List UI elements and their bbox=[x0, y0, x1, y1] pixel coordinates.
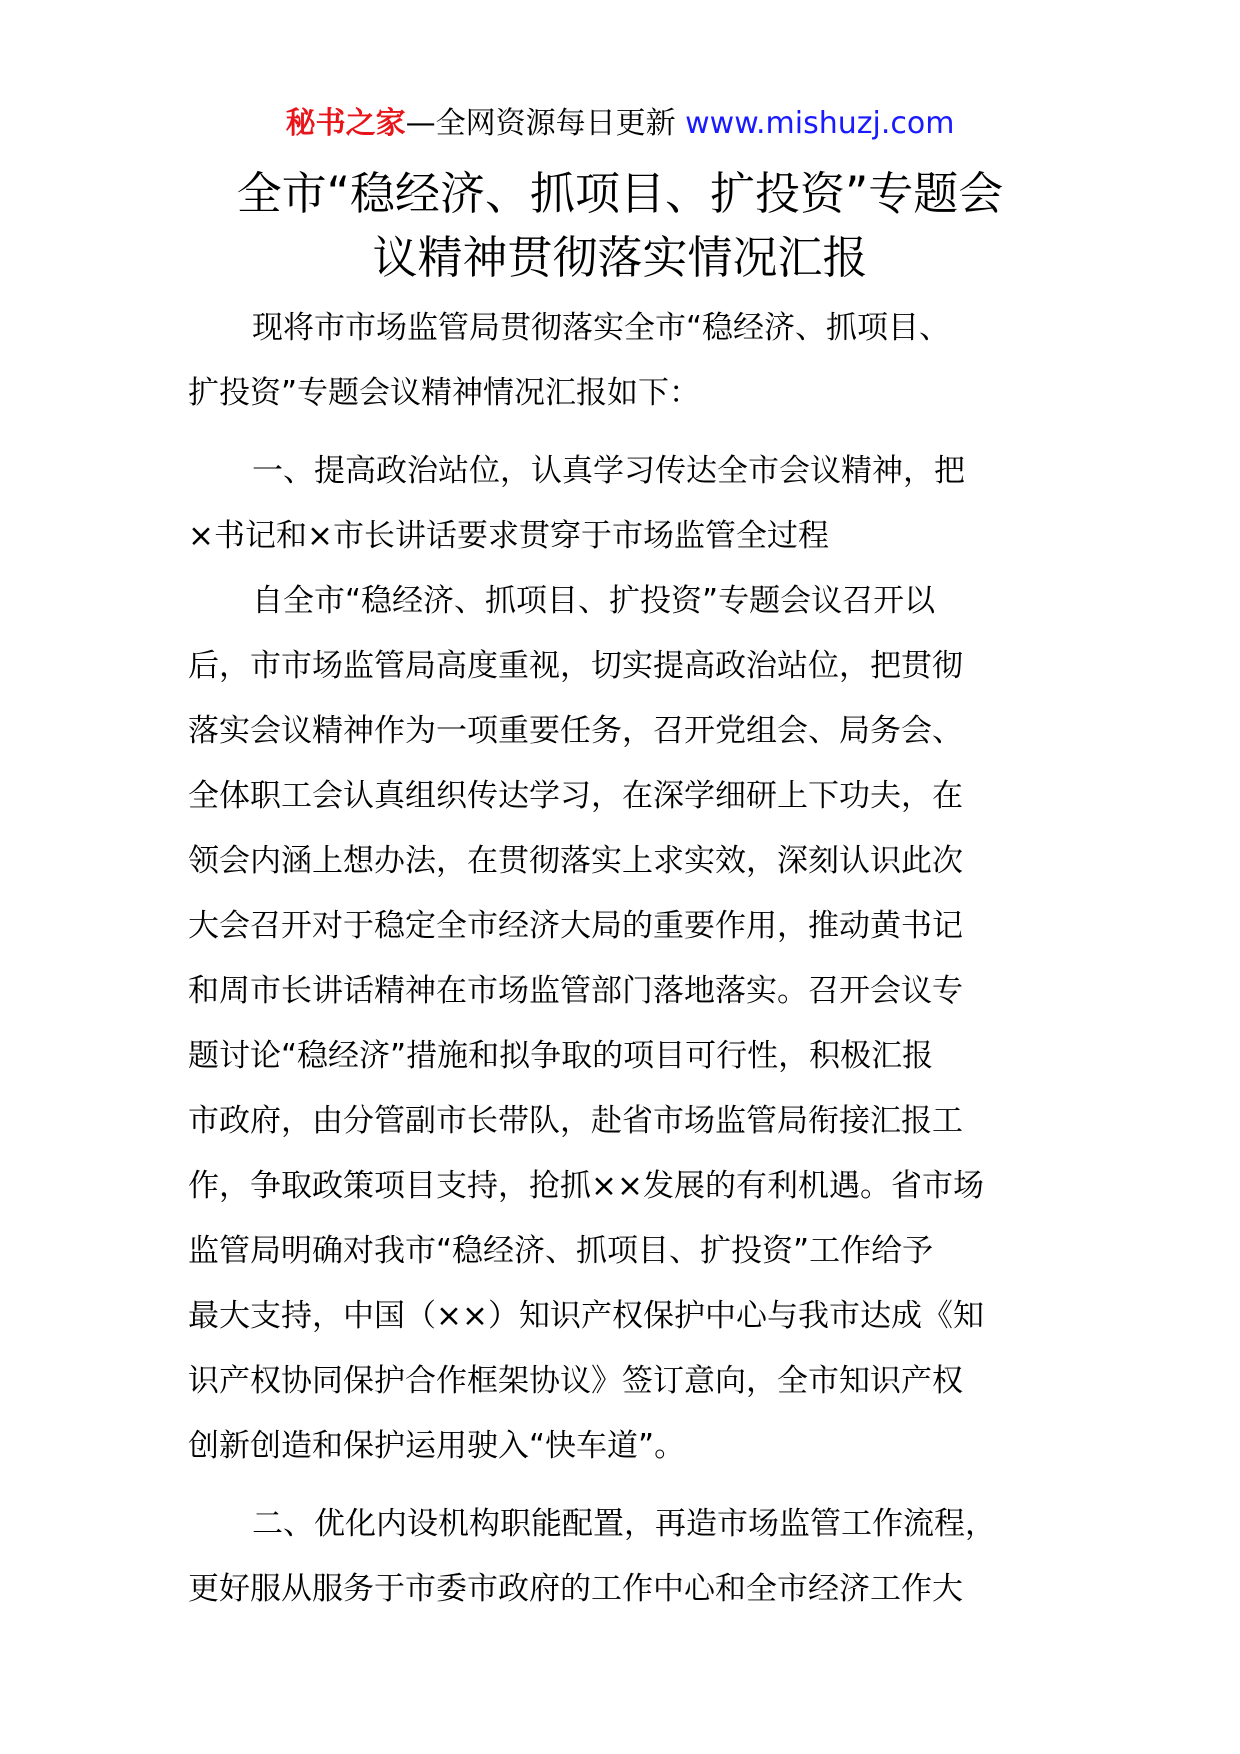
paragraph-line: 自全市“稳经济、抓项目、扩投资”专题会议召开以 bbox=[252, 583, 936, 619]
document-title bbox=[160, 162, 1080, 290]
title-line-2: 议精神贯彻落实情况汇报 bbox=[372, 231, 868, 284]
intro-paragraph bbox=[188, 296, 1038, 426]
paragraph-line: 领会内涵上想办法，在贯彻落实上求实效，深刻认识此次 bbox=[188, 843, 963, 879]
brand-name: 秘书之家 bbox=[285, 106, 406, 141]
paragraph-line: 作，争取政策项目支持，抢抓××发展的有利机遇。省市场 bbox=[188, 1168, 984, 1204]
paragraph-line: 最大支持，中国（××）知识产权保护中心与我市达成《知 bbox=[188, 1298, 984, 1334]
paragraph-line: 落实会议精神作为一项重要任务，召开党组会、局务会、 bbox=[188, 713, 963, 749]
heading-line: 二、优化内设机构职能配置，再造市场监管工作流程， bbox=[252, 1506, 996, 1542]
section-1-heading bbox=[188, 439, 1038, 569]
paragraph-line: 创新创造和保护运用驶入“快车道”。 bbox=[188, 1428, 686, 1464]
paragraph-line: 市政府，由分管副市长带队，赴省市场监管局衔接汇报工 bbox=[188, 1103, 963, 1139]
heading-line: 更好服从服务于市委市政府的工作中心和全市经济工作大 bbox=[188, 1571, 963, 1607]
section-1-paragraph bbox=[188, 569, 1038, 1479]
paragraph-line: 现将市市场监管局贯彻落实全市“稳经济、抓项目、 bbox=[252, 310, 951, 346]
heading-line: ×书记和×市长讲话要求贯穿于市场监管全过程 bbox=[188, 518, 829, 554]
document-body bbox=[188, 296, 1038, 1622]
header-tagline: —全网资源每日更新 bbox=[405, 106, 676, 141]
site-header bbox=[0, 102, 1240, 146]
paragraph-line: 扩投资”专题会议精神情况汇报如下： bbox=[188, 375, 701, 411]
paragraph-line: 后，市市场监管局高度重视，切实提高政治站位，把贯彻 bbox=[188, 648, 963, 684]
site-url-link[interactable]: www.mishuzj.com bbox=[685, 106, 955, 141]
paragraph-line: 全体职工会认真组织传达学习，在深学细研上下功夫，在 bbox=[188, 778, 963, 814]
heading-line: 一、提高政治站位，认真学习传达全市会议精神，把 bbox=[252, 453, 965, 489]
paragraph-line: 识产权协同保护合作框架协议》签订意向，全市知识产权 bbox=[188, 1363, 963, 1399]
paragraph-line: 题讨论“稳经济”措施和拟争取的项目可行性，积极汇报 bbox=[188, 1038, 934, 1074]
paragraph-line: 和周市长讲话精神在市场监管部门落地落实。召开会议专 bbox=[188, 973, 963, 1009]
paragraph-line: 监管局明确对我市“稳经济、抓项目、扩投资”工作给予 bbox=[188, 1233, 934, 1269]
section-2-heading bbox=[188, 1492, 1038, 1622]
paragraph-line: 大会召开对于稳定全市经济大局的重要作用，推动黄书记 bbox=[188, 908, 963, 944]
title-line-1: 全市“稳经济、抓项目、扩投资”专题会 bbox=[236, 167, 1004, 220]
